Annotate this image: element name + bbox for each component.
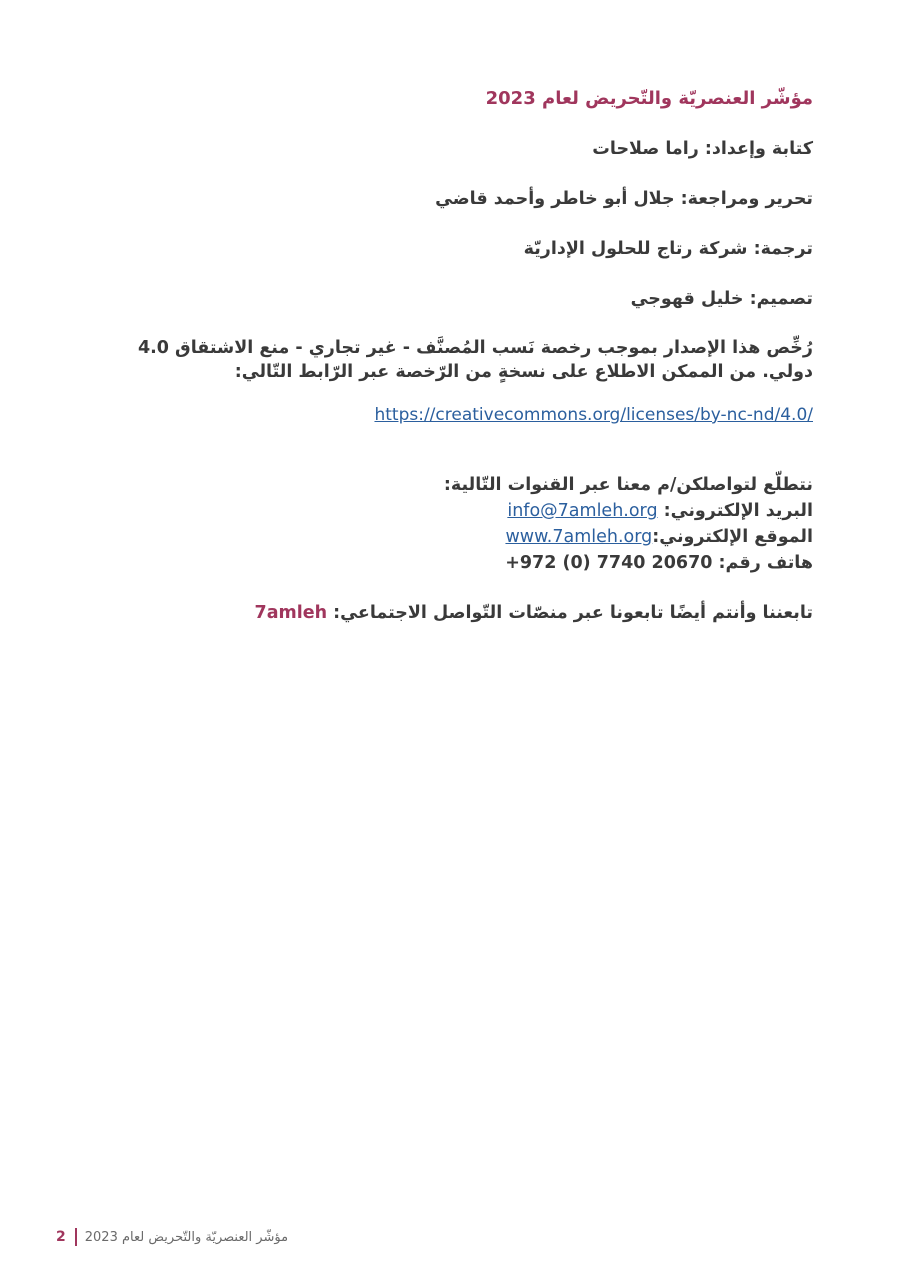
imprint-content	[83, 86, 813, 626]
footer-divider	[75, 1228, 77, 1246]
credit-writing: كتابة وإعداد: راما صلاحات	[592, 139, 813, 159]
website-link[interactable]: www.7amleh.org	[505, 527, 653, 547]
email-label: البريد الإلكتروني:	[657, 501, 813, 521]
credit-translation: ترجمة: شركة رتاج للحلول الإداريّة	[523, 239, 813, 259]
license-text: رُخِّص هذا الإصدار بموجب رخصة نَسب المُصنَّف - غير تجاري - منع الاشتقاق 4.0 دولي. من الممكن الاطلاع على نسخةٍ من الرّخصة عبر الرّابط التّالي:	[137, 338, 813, 382]
credit-design: تصميم: خليل قهوجي	[630, 289, 813, 309]
contact-block	[83, 472, 813, 576]
footer-title: مؤشّر العنصريّة والتّحريض لعام 2023	[84, 1229, 289, 1245]
license-link[interactable]: https://creativecommons.org/licenses/by-nc-nd/4.0/	[374, 405, 813, 425]
credit-editing: تحرير ومراجعة: جلال أبو خاطر وأحمد قاضي	[435, 189, 813, 209]
social-text: تابعننا وأنتم أيضًا تابعونا عبر منصّات التّواصل الاجتماعي:	[327, 603, 813, 623]
page-number: 2	[56, 1229, 66, 1245]
phone-label: هاتف رقم:	[712, 553, 813, 573]
social-follow	[83, 600, 813, 626]
contact-email-row	[83, 498, 813, 524]
email-link[interactable]: info@7amleh.org	[507, 501, 658, 521]
contact-intro: نتطلّع لتواصلكن/م معنا عبر القنوات التّالية:	[443, 475, 813, 495]
report-title: مؤشّر العنصريّة والتّحريض لعام 2023	[485, 88, 813, 109]
page-footer	[56, 1226, 288, 1248]
website-label: الموقع الإلكتروني:	[652, 527, 813, 547]
contact-phone-row	[83, 550, 813, 576]
contact-website-row	[83, 524, 813, 550]
phone-number: +972 (0) 7740 20670	[505, 553, 713, 573]
social-handle[interactable]: 7amleh	[254, 603, 328, 623]
